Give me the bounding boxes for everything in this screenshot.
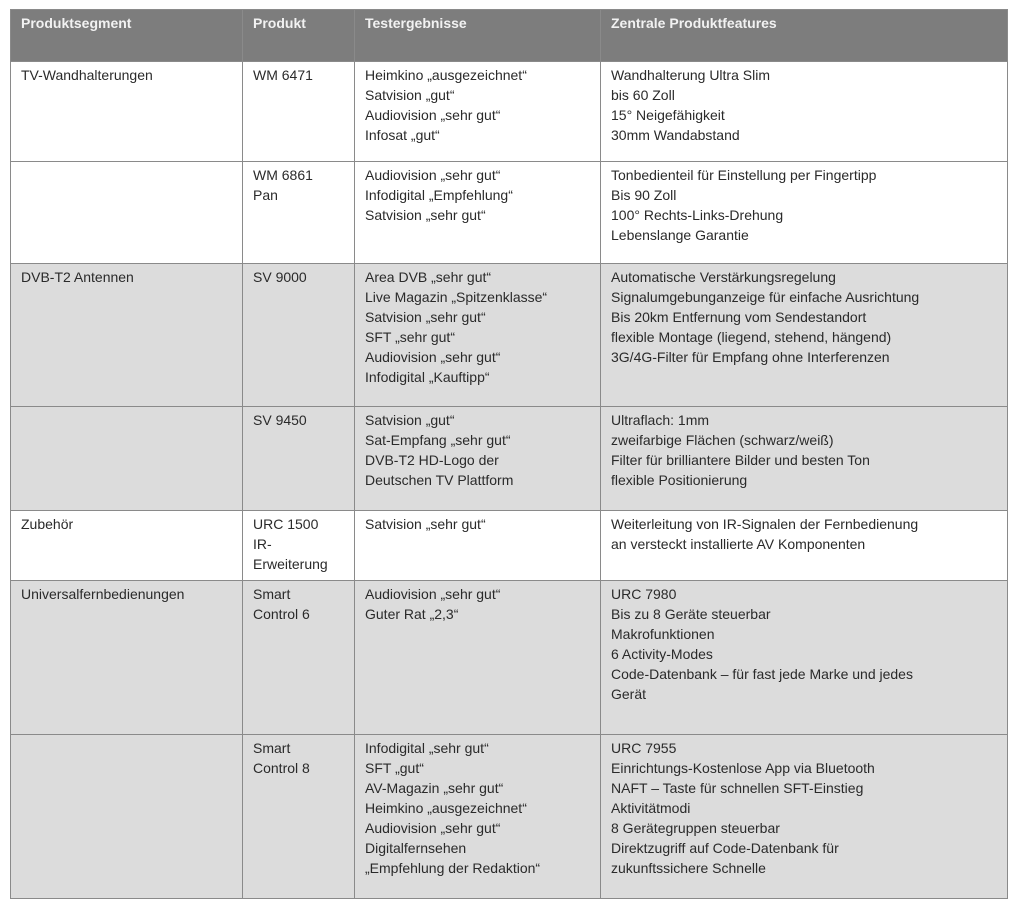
header-cell-features: Zentrale Produktfeatures xyxy=(601,10,1008,62)
cell-results xyxy=(355,735,601,899)
cell-features-line: Weiterleitung von IR-Signalen der Fernbedienung xyxy=(611,516,919,532)
cell-product-line: IR- xyxy=(253,536,272,552)
cell-results-line: Satvision „sehr gut“ xyxy=(365,207,486,223)
cell-results-line: Heimkino „ausgezeichnet“ xyxy=(365,800,527,816)
cell-results-line: AV-Magazin „sehr gut“ xyxy=(365,780,504,796)
cell-product xyxy=(243,407,355,511)
cell-results-line: „Empfehlung der Redaktion“ xyxy=(365,860,541,876)
table-row xyxy=(11,581,1008,735)
cell-product-line: SV 9450 xyxy=(253,412,307,428)
cell-segment xyxy=(11,735,243,899)
cell-features xyxy=(601,264,1008,407)
cell-features-line: 6 Activity-Modes xyxy=(611,646,713,662)
cell-product xyxy=(243,735,355,899)
cell-results-line: Sat-Empfang „sehr gut“ xyxy=(365,432,511,448)
cell-product-line: Control 6 xyxy=(253,606,310,622)
cell-segment xyxy=(11,407,243,511)
cell-features-line: NAFT – Taste für schnellen SFT-Einstieg xyxy=(611,780,864,796)
cell-results-line: Infodigital „Empfehlung“ xyxy=(365,187,513,203)
cell-features-line: 8 Gerätegruppen steuerbar xyxy=(611,820,780,836)
cell-product-line: WM 6861 xyxy=(253,167,313,183)
header-cell-segment: Produktsegment xyxy=(11,10,243,62)
cell-features-line: Tonbedienteil für Einstellung per Fingertipp xyxy=(611,167,877,183)
cell-segment: DVB-T2 Antennen xyxy=(11,264,243,407)
cell-segment: TV-Wandhalterungen xyxy=(11,62,243,162)
cell-features-line: URC 7980 xyxy=(611,586,677,602)
cell-features-line: 3G/4G-Filter für Empfang ohne Interferenzen xyxy=(611,349,890,365)
cell-features-line: Einrichtungs-Kostenlose App via Bluetooth xyxy=(611,760,875,776)
cell-features-line: flexible Positionierung xyxy=(611,472,748,488)
cell-results-line: Infodigital „sehr gut“ xyxy=(365,740,489,756)
cell-features xyxy=(601,62,1008,162)
cell-product xyxy=(243,162,355,264)
table-row xyxy=(11,62,1008,162)
cell-features xyxy=(601,407,1008,511)
header-cell-results: Testergebnisse xyxy=(355,10,601,62)
cell-results-line: SFT „sehr gut“ xyxy=(365,329,455,345)
table-row xyxy=(11,264,1008,407)
cell-results xyxy=(355,162,601,264)
cell-features-line: flexible Montage (liegend, stehend, hängend) xyxy=(611,329,892,345)
cell-features xyxy=(601,735,1008,899)
cell-results-line: Audiovision „sehr gut“ xyxy=(365,167,501,183)
cell-features-line: zweifarbige Flächen (schwarz/weiß) xyxy=(611,432,834,448)
cell-results xyxy=(355,62,601,162)
cell-features-line: Gerät xyxy=(611,686,647,702)
cell-results-line: Live Magazin „Spitzenklasse“ xyxy=(365,289,548,305)
cell-features-line: zukunftssichere Schnelle xyxy=(611,860,766,876)
cell-features-line: Wandhalterung Ultra Slim xyxy=(611,67,770,83)
cell-results-line: Satvision „gut“ xyxy=(365,87,455,103)
cell-results-line: Guter Rat „2,3“ xyxy=(365,606,459,622)
cell-results xyxy=(355,511,601,581)
header-row xyxy=(11,10,1008,62)
cell-product-line: Erweiterung xyxy=(253,556,328,572)
cell-results-line: Deutschen TV Plattform xyxy=(365,472,514,488)
cell-features-line: Bis 20km Entfernung vom Sendestandort xyxy=(611,309,867,325)
cell-features-line: Automatische Verstärkungsregelung xyxy=(611,269,836,285)
cell-features-line: Lebenslange Garantie xyxy=(611,227,749,243)
cell-results-line: Audiovision „sehr gut“ xyxy=(365,586,501,602)
cell-features xyxy=(601,511,1008,581)
cell-product xyxy=(243,581,355,735)
cell-product xyxy=(243,511,355,581)
cell-product-line: WM 6471 xyxy=(253,67,313,83)
table-row xyxy=(11,511,1008,581)
cell-results xyxy=(355,264,601,407)
cell-results-line: DVB-T2 HD-Logo der xyxy=(365,452,499,468)
cell-features-line: Direktzugriff auf Code-Datenbank für xyxy=(611,840,839,856)
cell-results-line: SFT „gut“ xyxy=(365,760,424,776)
cell-results-line: Area DVB „sehr gut“ xyxy=(365,269,492,285)
cell-features-line: 30mm Wandabstand xyxy=(611,127,740,143)
cell-results-line: Audiovision „sehr gut“ xyxy=(365,349,501,365)
cell-product-line: SV 9000 xyxy=(253,269,307,285)
table-header xyxy=(11,10,1008,62)
cell-features-line: Signalumgebunganzeige für einfache Ausrichtung xyxy=(611,289,920,305)
table-row xyxy=(11,735,1008,899)
cell-features-line: URC 7955 xyxy=(611,740,677,756)
cell-product-line: URC 1500 xyxy=(253,516,319,532)
cell-product-line: Control 8 xyxy=(253,760,310,776)
cell-results-line: Infodigital „Kauftipp“ xyxy=(365,369,490,385)
cell-product xyxy=(243,264,355,407)
cell-results-line: Satvision „gut“ xyxy=(365,412,455,428)
cell-features xyxy=(601,581,1008,735)
cell-segment: Zubehör xyxy=(11,511,243,581)
cell-results-line: Audiovision „sehr gut“ xyxy=(365,820,501,836)
cell-features-line: bis 60 Zoll xyxy=(611,87,675,103)
cell-results xyxy=(355,407,601,511)
cell-results-line: Digitalfernsehen xyxy=(365,840,467,856)
header-cell-product: Produkt xyxy=(243,10,355,62)
cell-product-line: Smart xyxy=(253,740,291,756)
cell-features-line: Bis zu 8 Geräte steuerbar xyxy=(611,606,771,622)
cell-segment xyxy=(11,162,243,264)
cell-results-line: Satvision „sehr gut“ xyxy=(365,516,486,532)
cell-segment: Universalfernbedienungen xyxy=(11,581,243,735)
cell-results xyxy=(355,581,601,735)
cell-product-line: Smart xyxy=(253,586,291,602)
cell-product-line: Pan xyxy=(253,187,278,203)
cell-results-line: Audiovision „sehr gut“ xyxy=(365,107,501,123)
cell-features-line: Bis 90 Zoll xyxy=(611,187,677,203)
product-table xyxy=(10,9,1008,899)
cell-results-line: Infosat „gut“ xyxy=(365,127,440,143)
cell-features-line: Code-Datenbank – für fast jede Marke und jedes xyxy=(611,666,913,682)
cell-features-line: 15° Neigefähigkeit xyxy=(611,107,725,123)
cell-features-line: an versteckt installierte AV Komponenten xyxy=(611,536,866,552)
cell-features-line: 100° Rechts-Links-Drehung xyxy=(611,207,784,223)
cell-features-line: Aktivitätmodi xyxy=(611,800,691,816)
cell-product xyxy=(243,62,355,162)
table-row xyxy=(11,407,1008,511)
cell-results-line: Heimkino „ausgezeichnet“ xyxy=(365,67,527,83)
cell-features-line: Filter für brilliantere Bilder und besten Ton xyxy=(611,452,870,468)
table-body xyxy=(11,62,1008,899)
cell-features xyxy=(601,162,1008,264)
cell-features-line: Ultraflach: 1mm xyxy=(611,412,710,428)
cell-results-line: Satvision „sehr gut“ xyxy=(365,309,486,325)
cell-features-line: Makrofunktionen xyxy=(611,626,715,642)
table-row xyxy=(11,162,1008,264)
